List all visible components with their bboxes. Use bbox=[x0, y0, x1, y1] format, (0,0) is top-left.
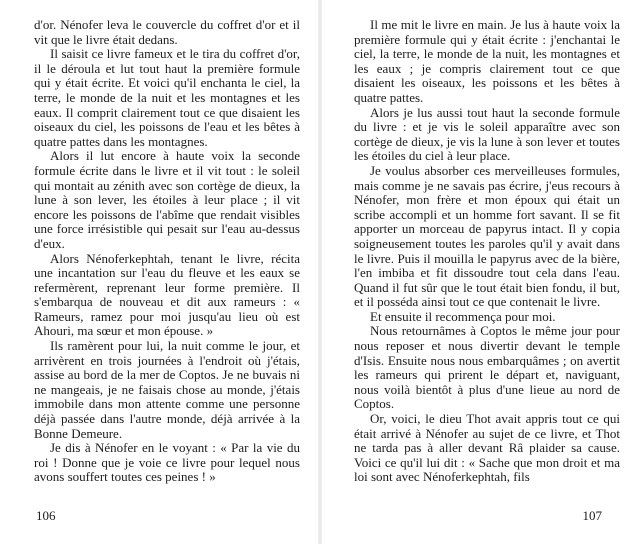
paragraph: Nous retournâmes à Coptos le même jour pour nous reposer et nous divertir devant le temple d'Isis. Ensuite nous nous embarquâmes ; on avertit les rameurs qui prirent le départ et, naviguant, nous voilà bientôt à plus d'une lieue au nord de Coptos. bbox=[354, 323, 620, 412]
page-number-right: 107 bbox=[582, 508, 602, 523]
paragraph: Il saisit ce livre fameux et le tira du coffret d'or, il le déroula et lut tout haut la première formule qui y était écrite. Et voici qu'il enchanta le ciel, la terre, le monde de la nuit et les montagnes et les eaux. Il comprit clairement tout ce que disaient les oiseaux du ciel, les poissons de l'eau et les bêtes à quatre pattes dans les montagnes. bbox=[34, 46, 300, 149]
right-page bbox=[320, 0, 640, 544]
paragraph: Alors il lut encore à haute voix la seconde formule écrite dans le livre et il vit tout : le soleil qui montait au zénith avec son cortège de dieux, la lune à son lever, les étoiles à leur place ; il vit encore les poissons de l'abîme que rendait visibles une force irrésistible qui pesait sur l'eau au-dessus d'eux. bbox=[34, 148, 300, 251]
page-number-left: 106 bbox=[36, 508, 56, 523]
paragraph: d'or. Nénofer leva le couvercle du coffret d'or et il vit que le livre était dedans. bbox=[34, 17, 300, 47]
paragraph: Alors je lus aussi tout haut la seconde formule du livre : et je vis le soleil apparaître avec son cortège de dieux, je vis la lune à son lever et toutes les étoiles du ciel à leur place. bbox=[354, 104, 620, 164]
paragraph: Il me mit le livre en main. Je lus à haute voix la première formule qui y était écrite : j'enchantai le ciel, la terre, le monde de la nuit, les montagnes et les eaux ; je compris clairement tout ce que disaient les oiseaux, les poissons et les bêtes à quatre pattes. bbox=[354, 17, 620, 105]
left-text-column bbox=[34, 18, 300, 485]
paragraph: Je voulus absorber ces merveilleuses formules, mais comme je ne savais pas écrire, j'eus recours à Nénofer, mon frère et mon époux qui était un scribe accompli et un homme fort savant. Il se fit apporter un morceau de papyrus intact. Il y copia soigneusement toutes les paroles qu'il y avait dans le livre. Puis il mouilla le papyrus avec de la bière, l'en imbiba et fit dissoudre tout cela dans l'eau. Quand il fut sûr que le tout était bien fondu, il but, et il posséda ainsi tout ce que contenait le livre. bbox=[354, 162, 620, 310]
paragraph: Et ensuite il recommença pour moi. bbox=[370, 308, 556, 324]
paragraph: Je dis à Nénofer en le voyant : « Par la vie du roi ! Donne que je voie ce livre pour lequel nous avons souffert toutes ces peines ! » bbox=[34, 440, 300, 485]
paragraph: Or, voici, le dieu Thot avait appris tout ce qui était arrivé à Nénofer au sujet de ce livre, et Thot ne tarda pas à aller devant Râ plaider sa cause. Voici ce qu'il lui dit : « Sache que mon droit et ma loi sont avec Nénoferkephtah, fils bbox=[354, 411, 620, 485]
paragraph: Alors Nénoferkephtah, tenant le livre, récita une incantation sur l'eau du fleuve et les eaux se refermèrent, reprenant leur forme première. Il s'embarqua de nouveau et dit aux rameurs : « Rameurs, ramez pour moi jusqu'au lieu où est Ahouri, ma sœur et mon épouse. » bbox=[34, 250, 300, 339]
paragraph: Ils ramèrent pour lui, la nuit comme le jour, et arrivèrent en trois journées à l'endroit où j'étais, assise au bord de la mer de Coptos. Je ne buvais ni ne mangeais, je ne faisais chose au monde, j'étais immobile dans mon attente comme une personne déjà passée dans l'autre monde, déjà arrivée à la Bonne Demeure. bbox=[34, 338, 300, 441]
right-text-column bbox=[354, 18, 620, 485]
